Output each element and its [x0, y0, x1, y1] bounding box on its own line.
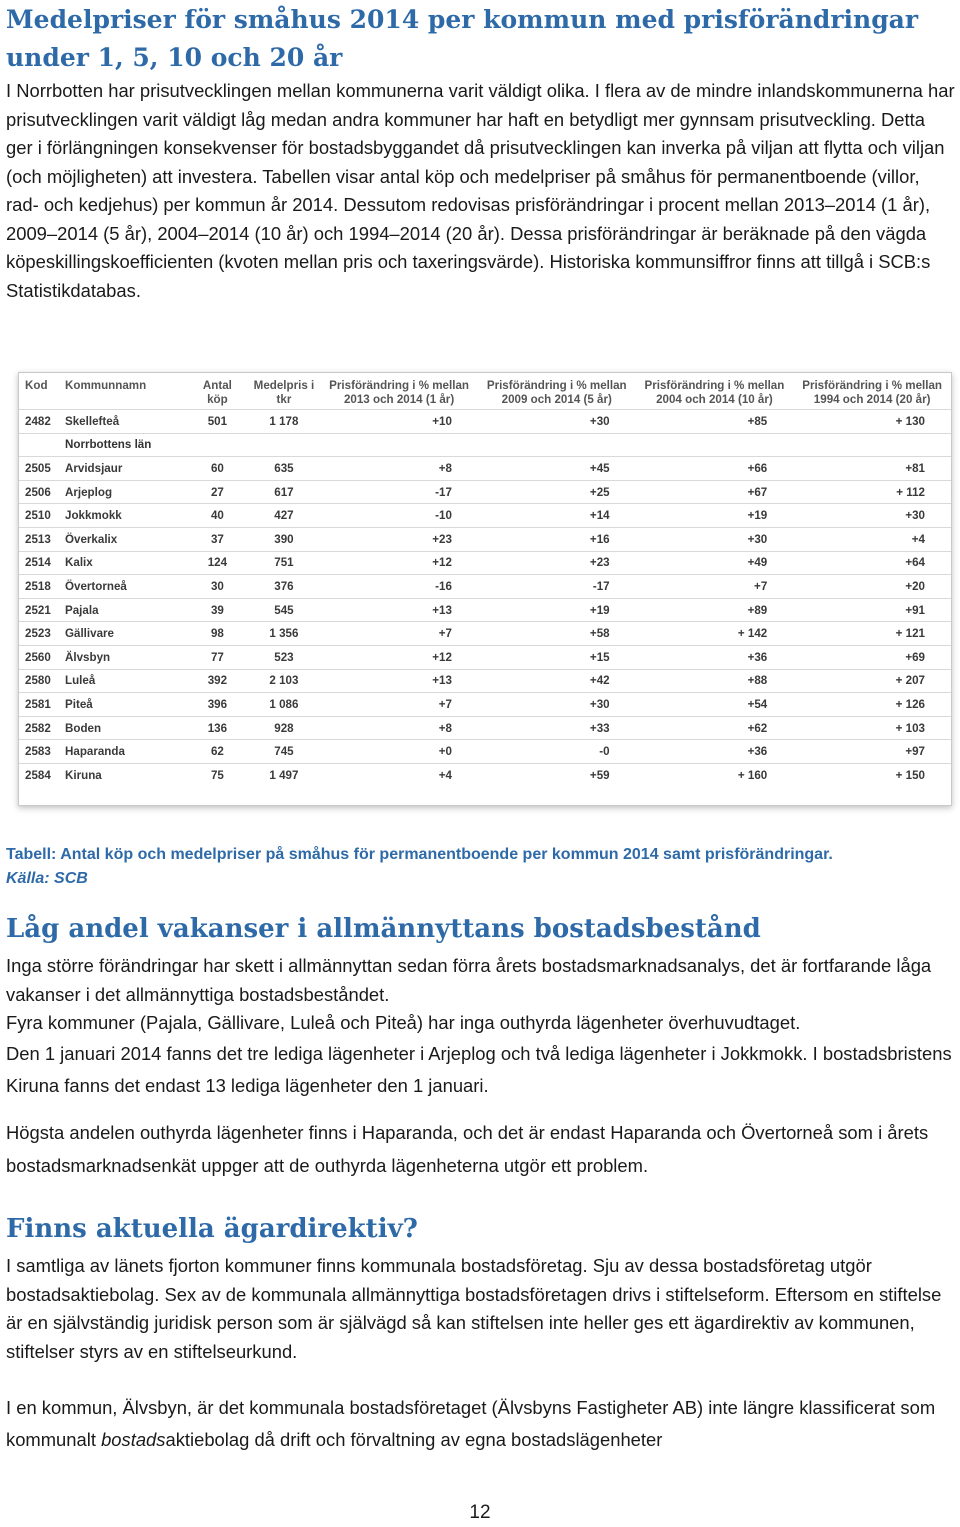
- cell-kod: 2560: [19, 645, 61, 669]
- col-header-kod: Kod: [25, 379, 48, 392]
- cell-kod: 2583: [19, 740, 61, 764]
- cell-kop: 62: [187, 740, 247, 764]
- cell-p1: +7: [320, 622, 478, 646]
- cell-p10: +66: [636, 457, 794, 481]
- cell-p5: +25: [478, 480, 636, 504]
- cell-kod: 2506: [19, 480, 61, 504]
- table-row: [19, 693, 951, 717]
- table-row: [19, 457, 951, 481]
- cell-kod: 2513: [19, 527, 61, 551]
- table-row: [19, 622, 951, 646]
- cell-pris: 427: [248, 504, 321, 528]
- cell-p10: +7: [636, 575, 794, 599]
- cell-pris: 1 497: [248, 763, 321, 786]
- cell-kod: 2584: [19, 763, 61, 786]
- cell-kod: 2510: [19, 504, 61, 528]
- table-row: [19, 598, 951, 622]
- cell-p1: +8: [320, 457, 478, 481]
- cell-kod: 2514: [19, 551, 61, 575]
- cell-pris: 1 086: [248, 693, 321, 717]
- cell-p20: +97: [793, 740, 951, 764]
- cell-kop: 98: [187, 622, 247, 646]
- table-row: [19, 527, 951, 551]
- cell-p20: +69: [793, 645, 951, 669]
- cell-p5: +45: [478, 457, 636, 481]
- cell-p10: +62: [636, 716, 794, 740]
- vakanser-paragraph-1: Inga större förändringar har skett i allmännyttan sedan förra årets bostadsmarknadsanalys, det är fortfarande låga vakanser i det allmännyttiga bostadsbeståndet.: [6, 955, 932, 1005]
- cell-p20: + 126: [793, 693, 951, 717]
- cell-pris: 2 103: [248, 669, 321, 693]
- table-group-row: [19, 433, 951, 457]
- cell-p5: -0: [478, 740, 636, 764]
- cell-kod: 2523: [19, 622, 61, 646]
- cell-name: Kalix: [61, 551, 187, 575]
- col-header-p5: Prisförändring i % mellan 2009 och 2014 (5 år): [486, 379, 627, 406]
- cell-pris: 617: [248, 480, 321, 504]
- table-row: [19, 716, 951, 740]
- caption-text: Tabell: Antal köp och medelpriser på småhus för permanentboende per kommun 2014 samt prisförändringar.: [6, 846, 833, 863]
- cell-p1: +7: [320, 693, 478, 717]
- cell-name: Pajala: [61, 598, 187, 622]
- cell-p20: + 112: [793, 480, 951, 504]
- cell-kod: 2518: [19, 575, 61, 599]
- cell-p5: +14: [478, 504, 636, 528]
- cell-p20: +64: [793, 551, 951, 575]
- table-row: [19, 551, 951, 575]
- cell-pris: 635: [248, 457, 321, 481]
- cell-p20: + 150: [793, 763, 951, 786]
- col-header-name: Kommunnamn: [65, 379, 147, 392]
- cell-pris: 1 178: [248, 410, 321, 434]
- table-row: [19, 504, 951, 528]
- cell-p1: +0: [320, 740, 478, 764]
- cell-p10: +30: [636, 527, 794, 551]
- table-row: [19, 645, 951, 669]
- cell-p1: +13: [320, 669, 478, 693]
- table-row: [19, 669, 951, 693]
- cell-p1: -17: [320, 480, 478, 504]
- cell-p20: + 207: [793, 669, 951, 693]
- cell-name: Kiruna: [61, 763, 187, 786]
- agardirektiv-paragraph-1: I samtliga av länets fjorton kommuner finns kommunala bostadsföretag. Sju av dessa bostadsföretag utgör bostadsaktiebolag. Sex av de kommunala allmännyttiga bostadsföretagen drivs i stiftelseform. Eftersom en stiftelse är en självständig juridisk person som är självägd så kan stiftelsen inte heller ges ett ägardirektiv av kommunen, stiftelser styrs av en stiftelseurkund.: [6, 1255, 942, 1362]
- cell-p1: +13: [320, 598, 478, 622]
- cell-pris: 745: [248, 740, 321, 764]
- cell-kod: 2580: [19, 669, 61, 693]
- cell-name: Arjeplog: [61, 480, 187, 504]
- table-header-row: [19, 373, 951, 410]
- cell-name: Arvidsjaur: [61, 457, 187, 481]
- cell-pris: 1 356: [248, 622, 321, 646]
- cell-p10: +67: [636, 480, 794, 504]
- cell-pris: 390: [248, 527, 321, 551]
- cell-p1: +4: [320, 763, 478, 786]
- cell-pris: 751: [248, 551, 321, 575]
- cell-p20: +4: [793, 527, 951, 551]
- cell-name: Boden: [61, 716, 187, 740]
- section-medelpriser: [6, 0, 956, 305]
- cell-p10: +54: [636, 693, 794, 717]
- cell-name: Övertorneå: [61, 575, 187, 599]
- cell-kop: 501: [187, 410, 247, 434]
- group-label: Norrbottens län: [61, 433, 951, 457]
- cell-p20: + 103: [793, 716, 951, 740]
- cell-p20: + 121: [793, 622, 951, 646]
- col-header-kop: Antal köp: [202, 379, 232, 406]
- cell-p10: +49: [636, 551, 794, 575]
- cell-kop: 136: [187, 716, 247, 740]
- col-header-p10: Prisförändring i % mellan 2004 och 2014 (10 år): [644, 379, 785, 406]
- cell-p5: +30: [478, 410, 636, 434]
- cell-p10: +36: [636, 645, 794, 669]
- cell-p5: +33: [478, 716, 636, 740]
- section-heading-vakanser: Låg andel vakanser i allmännyttans bostadsbestånd: [6, 914, 761, 944]
- cell-pris: 928: [248, 716, 321, 740]
- cell-p5: +15: [478, 645, 636, 669]
- cell-p5: +16: [478, 527, 636, 551]
- cell-p5: +30: [478, 693, 636, 717]
- table-row: [19, 575, 951, 599]
- cell-p20: +81: [793, 457, 951, 481]
- cell-kod: 2505: [19, 457, 61, 481]
- cell-kop: 40: [187, 504, 247, 528]
- table-caption: [6, 843, 956, 891]
- table-row: [19, 480, 951, 504]
- cell-p10: + 160: [636, 763, 794, 786]
- table-row: [19, 740, 951, 764]
- cell-p1: +23: [320, 527, 478, 551]
- cell-kod: 2482: [19, 410, 61, 434]
- page-number: 12: [469, 1502, 491, 1523]
- cell-p10: + 142: [636, 622, 794, 646]
- cell-name: Jokkmokk: [61, 504, 187, 528]
- cell-p1: +8: [320, 716, 478, 740]
- cell-kop: 396: [187, 693, 247, 717]
- cell-p5: +42: [478, 669, 636, 693]
- cell-p5: -17: [478, 575, 636, 599]
- cell-p1: -10: [320, 504, 478, 528]
- cell-name: Älvsbyn: [61, 645, 187, 669]
- cell-p20: +20: [793, 575, 951, 599]
- cell-kop: 124: [187, 551, 247, 575]
- cell-pris: 376: [248, 575, 321, 599]
- cell-p5: +19: [478, 598, 636, 622]
- cell-kod: 2521: [19, 598, 61, 622]
- cell-p1: +10: [320, 410, 478, 434]
- cell-kop: 77: [187, 645, 247, 669]
- cell-p5: +58: [478, 622, 636, 646]
- cell-name: Haparanda: [61, 740, 187, 764]
- cell-pris: 523: [248, 645, 321, 669]
- cell-p1: -16: [320, 575, 478, 599]
- cell-pris: 545: [248, 598, 321, 622]
- cell-kod: 2582: [19, 716, 61, 740]
- vakanser-paragraph-4: Högsta andelen outhyrda lägenheter finns i Haparanda, och det är endast Haparanda och Övertorneå som i årets bostadsmarknadsenkät uppger att de outhyrda lägenheterna utgör ett problem.: [6, 1121, 929, 1176]
- cell-kop: 75: [187, 763, 247, 786]
- cell-name: Överkalix: [61, 527, 187, 551]
- cell-p5: +59: [478, 763, 636, 786]
- cell-p20: +91: [793, 598, 951, 622]
- cell-name: Gällivare: [61, 622, 187, 646]
- cell-name: Luleå: [61, 669, 187, 693]
- section-heading-medelpriser: Medelpriser för småhus 2014 per kommun med prisförändringar under 1, 5, 10 och 20 år: [6, 5, 919, 72]
- col-header-p20: Prisförändring i % mellan 1994 och 2014 (20 år): [802, 379, 943, 406]
- cell-kop: 27: [187, 480, 247, 504]
- table-row-skelleftea: [19, 410, 951, 434]
- cell-p20: + 130: [793, 410, 951, 434]
- cell-kod: 2581: [19, 693, 61, 717]
- p2-end: aktiebolag då drift och förvaltning av egna bostadslägenheter: [165, 1429, 663, 1450]
- section-vakanser: [6, 912, 956, 1182]
- cell-p10: +89: [636, 598, 794, 622]
- p2-italic: bostads: [101, 1429, 166, 1450]
- cell-p10: +19: [636, 504, 794, 528]
- cell-kop: 60: [187, 457, 247, 481]
- cell-kop: 37: [187, 527, 247, 551]
- section-heading-agardirektiv: Finns aktuella ägardirektiv?: [6, 1214, 418, 1244]
- agardirektiv-paragraph-2: [6, 1392, 960, 1456]
- table-row: [19, 763, 951, 786]
- cell-p10: +36: [636, 740, 794, 764]
- vakanser-paragraph-2: Fyra kommuner (Pajala, Gällivare, Luleå och Piteå) har inga outhyrda lägenheter överhuvudtaget.: [6, 1012, 801, 1033]
- intro-paragraph: I Norrbotten har prisutvecklingen mellan kommunerna varit väldigt olika. I flera av de mindre inlandskommunerna har prisutvecklingen varit väldigt låg medan andra kommuner har haft en betydligt mer gynnsam prisutveckling. Detta ger i förlängningen konsekvenser för bostadsbyggandet då prisutvecklingen kan inverka på viljan att flytta och viljan (och möjligheten) att investera. Tabellen visar antal köp och medelpriser på småhus för permanentboende (villor, rad- och kedjehus) per kommun år 2014. Dessutom redovisas prisförändringar i procent mellan 2013–2014 (1 år), 2009–2014 (5 år), 2004–2014 (10 år) och 1994–2014 (20 år). Dessa prisförändringar är beräknade på den vägda köpeskillingskoefficienten (kvoten mellan pris och taxeringsvärde). Historiska kommunsiffror finns att tillgå i SCB:s Statistikdatabas.: [6, 80, 955, 301]
- section-agardirektiv: [6, 1212, 960, 1456]
- caption-source: Källa: SCB: [6, 870, 88, 887]
- cell-kop: 392: [187, 669, 247, 693]
- cell-p1: +12: [320, 645, 478, 669]
- p2-start: I en kommun, Älvsbyn, är det kommunala bostadsföretaget (Älvsbyns Fastigheter AB) inte längre klassificerat som kommunalt: [6, 1397, 936, 1450]
- col-header-p1: Prisförändring i % mellan 2013 och 2014 (1 år): [329, 379, 469, 406]
- cell-p10: +85: [636, 410, 794, 434]
- cell-name: Skellefteå: [61, 410, 187, 434]
- vakanser-paragraph-3: Den 1 januari 2014 fanns det tre lediga lägenheter i Arjeplog och två lediga lägenheter i Jokkmokk. I bostadsbristens Kiruna fanns det endast 13 lediga lägenheter den 1 januari.: [6, 1042, 952, 1096]
- col-header-pris: Medelpris i tkr: [253, 379, 315, 406]
- price-table: [19, 373, 951, 787]
- cell-kop: 30: [187, 575, 247, 599]
- cell-kop: 39: [187, 598, 247, 622]
- cell-p10: +88: [636, 669, 794, 693]
- cell-name: Piteå: [61, 693, 187, 717]
- price-table-image: [18, 372, 952, 806]
- cell-p1: +12: [320, 551, 478, 575]
- cell-p5: +23: [478, 551, 636, 575]
- cell-p20: +30: [793, 504, 951, 528]
